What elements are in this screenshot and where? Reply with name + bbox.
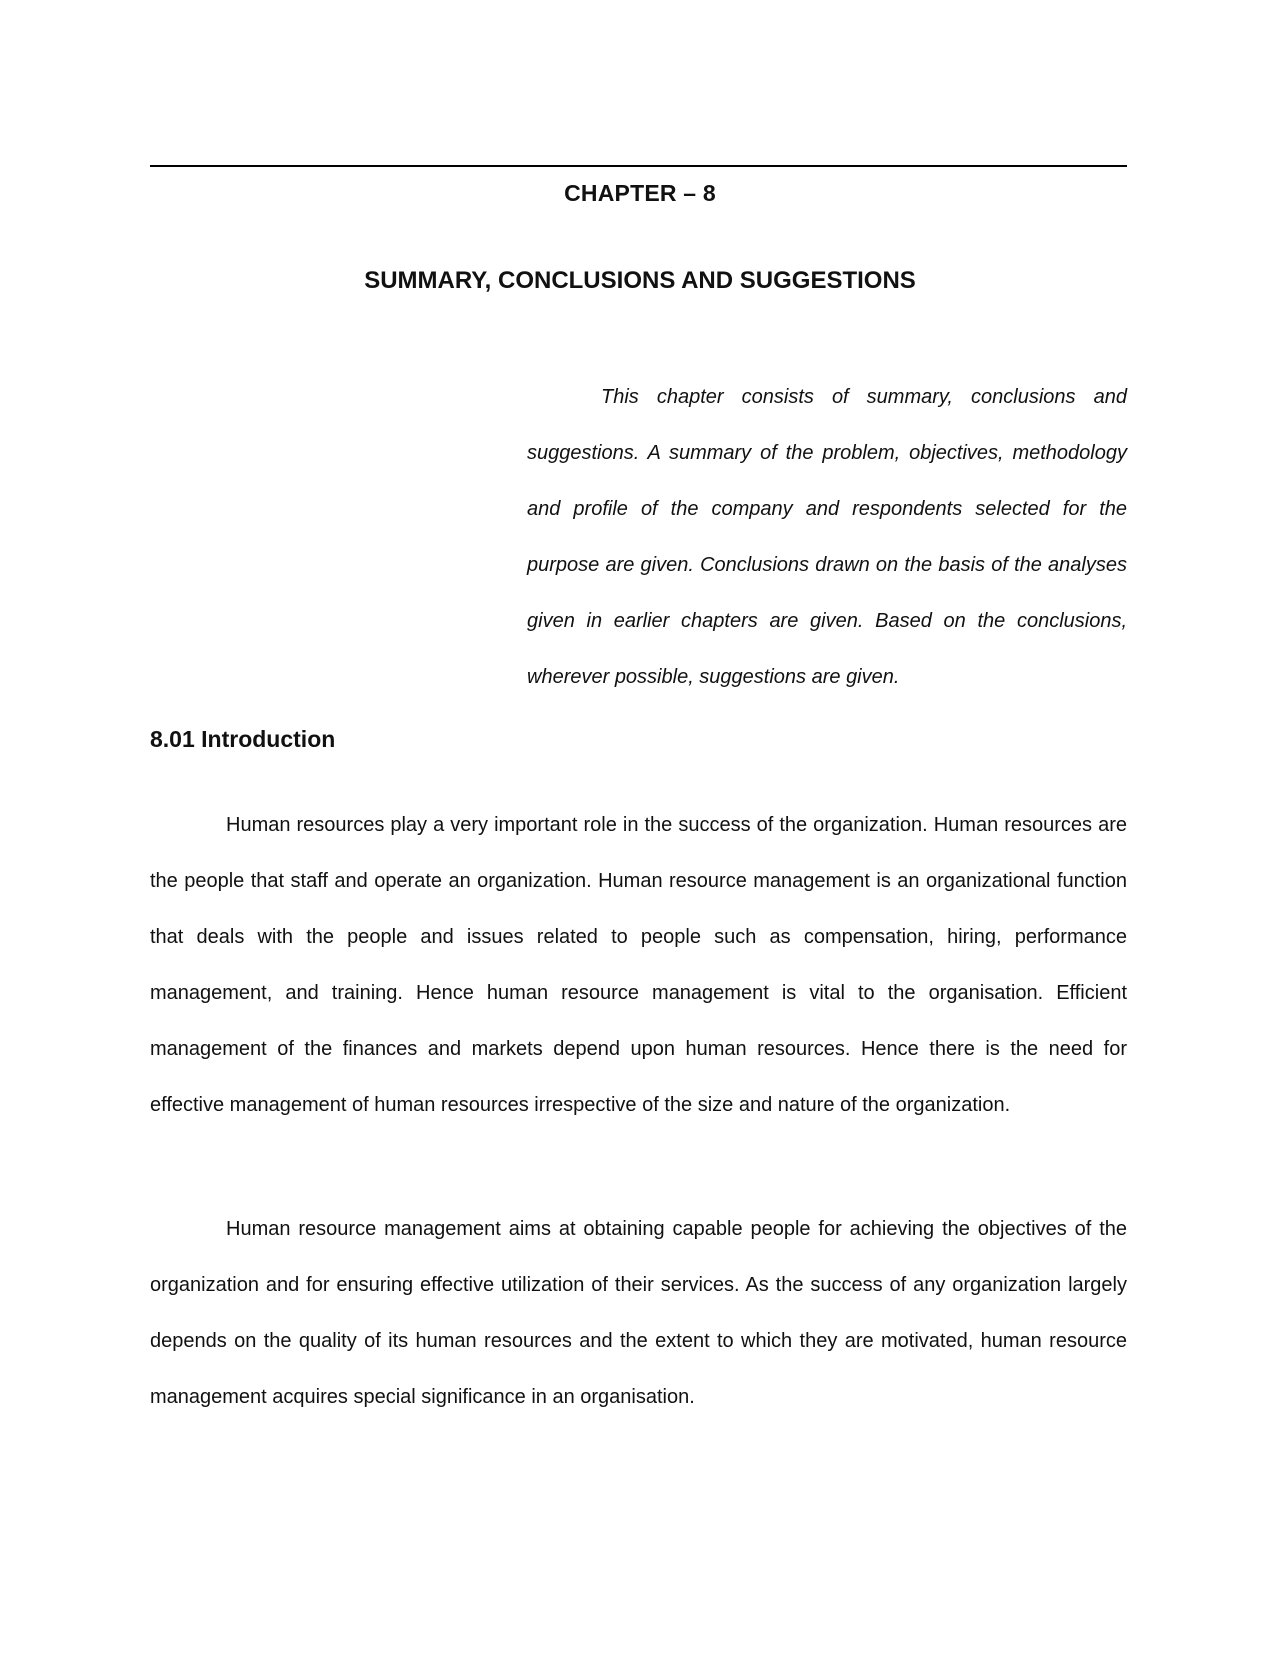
body-paragraph: Human resource management aims at obtaining capable people for achieving the objectives of the organization and for ensuring effective utilization of their services. As the success of any organization largely depends on the quality of its human resources and the extent to which they are motivated, human resource management acquires special significance in an organisation. xyxy=(150,1218,1127,1408)
chapter-label: CHAPTER – 8 xyxy=(564,180,716,206)
chapter-title: SUMMARY, CONCLUSIONS AND SUGGESTIONS xyxy=(364,267,916,294)
header-rule xyxy=(150,165,1127,167)
chapter-abstract: This chapter consists of summary, conclusions and suggestions. A summary of the problem, objectives, methodology and profile of the company and respondents selected for the purpose are given. Conclusions drawn on the basis of the analyses given in earlier chapters are given. Based on the conclusions, wherever possible, suggestions are given. xyxy=(527,386,1127,688)
section-heading: 8.01 Introduction xyxy=(150,726,336,752)
body-paragraph: Human resources play a very important role in the success of the organization. Human resources are the people that staff and operate an organization. Human resource management is an organizational function that deals with the people and issues related to people such as compensation, hiring, performance management, and training. Hence human resource management is vital to the organisation. Efficient management of the finances and markets depend upon human resources. Hence there is the need for effective management of human resources irrespective of the size and nature of the organization. xyxy=(150,814,1127,1116)
